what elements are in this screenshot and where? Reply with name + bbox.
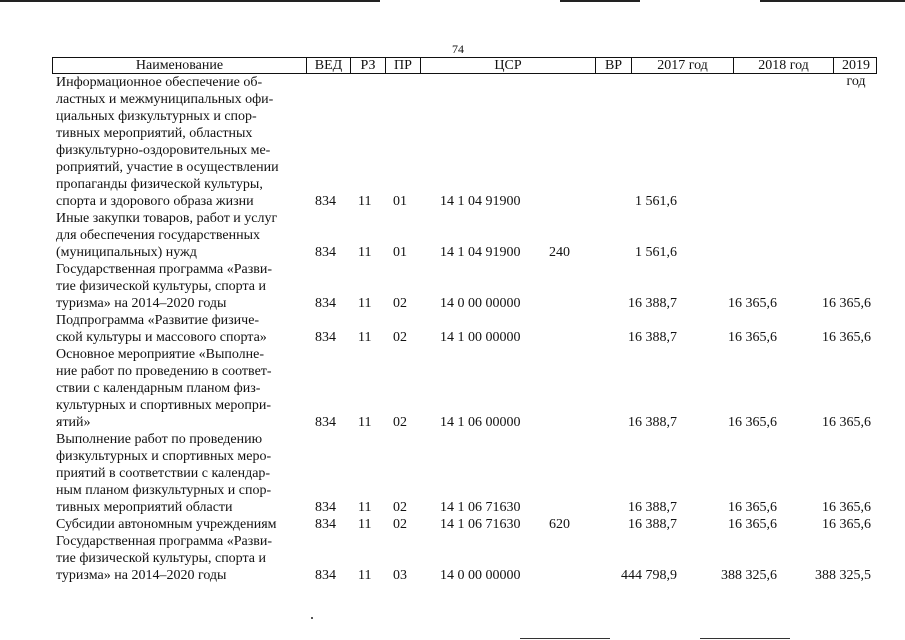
cell-rz: 11	[358, 500, 372, 515]
row-name-line: тивных мероприятий области	[56, 500, 233, 515]
cell-pr: 02	[393, 296, 407, 311]
cell-y2017: 16 388,7	[628, 500, 677, 515]
cell-y2018: 16 365,6	[728, 500, 777, 515]
row-name-line: туризма» на 2014–2020 годы	[56, 296, 227, 311]
cell-y2018: 16 365,6	[728, 415, 777, 430]
scan-speck	[311, 617, 313, 619]
cell-ved: 834	[315, 568, 336, 583]
header-vr: ВР	[595, 58, 631, 73]
cell-pr: 02	[393, 500, 407, 515]
row-name-line: ластных и межмуниципальных офи-	[56, 92, 274, 107]
cell-csr: 14 1 04 91900	[440, 194, 521, 209]
cell-y2019: 16 365,6	[822, 330, 871, 345]
table-row	[52, 533, 877, 584]
cell-ved: 834	[315, 517, 336, 532]
row-name	[52, 261, 297, 312]
header-rz: РЗ	[350, 58, 385, 73]
cell-ved: 834	[315, 296, 336, 311]
row-name	[52, 346, 297, 431]
row-name-line: (муниципальных) нужд	[56, 245, 197, 260]
row-name-line: циальных физкультурных и спор-	[56, 109, 257, 124]
row-name	[52, 533, 297, 584]
row-name-line: роприятий, участие в осуществлении	[56, 160, 279, 175]
row-name-line: тие физической культуры, спорта и	[56, 279, 266, 294]
cell-rz: 11	[358, 296, 372, 311]
table-row	[52, 261, 877, 312]
header-name: Наименование	[135, 58, 224, 73]
row-name-line: Государственная программа «Разви-	[56, 534, 272, 549]
row-name-line: туризма» на 2014–2020 годы	[56, 568, 227, 583]
cell-y2017: 1 561,6	[635, 194, 677, 209]
row-name-line: ятий»	[56, 415, 91, 430]
cell-pr: 02	[393, 415, 407, 430]
row-name-line: Государственная программа «Разви-	[56, 262, 272, 277]
row-name-line: тие физической культуры, спорта и	[56, 551, 266, 566]
row-name	[52, 74, 297, 210]
cell-vr: 620	[549, 517, 570, 532]
cell-rz: 11	[358, 568, 372, 583]
cell-y2018: 388 325,6	[721, 568, 777, 583]
header-2017: 2017 год	[631, 58, 733, 73]
row-name-line: ным планом физкультурных и спор-	[56, 483, 272, 498]
cell-ved: 834	[315, 194, 336, 209]
row-name-line: культурных и спортивных меропри-	[56, 398, 272, 413]
cell-ved: 834	[315, 245, 336, 260]
cell-csr: 14 1 06 00000	[440, 415, 521, 430]
row-name-line: пропаганды физической культуры,	[56, 177, 263, 192]
cell-y2017: 1 561,6	[635, 245, 677, 260]
cell-y2017: 444 798,9	[621, 568, 677, 583]
header-2018: 2018 год	[733, 58, 833, 73]
cell-y2019: 16 365,6	[822, 415, 871, 430]
cell-rz: 11	[358, 330, 372, 345]
row-name-line: Подпрограмма «Развитие физиче-	[56, 313, 260, 328]
row-name-line: физкультурно-оздоровительных ме-	[56, 143, 271, 158]
cell-ved: 834	[315, 500, 336, 515]
row-name	[52, 210, 297, 261]
cell-y2019: 16 365,6	[822, 500, 871, 515]
cell-ved: 834	[315, 415, 336, 430]
cell-y2017: 16 388,7	[628, 330, 677, 345]
cell-pr: 03	[393, 568, 407, 583]
table-row	[52, 516, 877, 533]
row-name-line: приятий в соответствии с календар-	[56, 466, 271, 481]
row-name-line: Информационное обеспечение об-	[56, 75, 263, 90]
header-2019: 2019 год	[833, 58, 878, 73]
cell-y2018: 16 365,6	[728, 330, 777, 345]
cell-pr: 02	[393, 330, 407, 345]
cell-pr: 01	[393, 194, 407, 209]
table-row	[52, 346, 877, 431]
cell-ved: 834	[315, 330, 336, 345]
cell-rz: 11	[358, 245, 372, 260]
row-name	[52, 431, 297, 516]
row-name-line: Иные закупки товаров, работ и услуг	[56, 211, 278, 226]
row-name-line: ствии с календарным планом физ-	[56, 381, 261, 396]
cell-y2017: 16 388,7	[628, 296, 677, 311]
row-name-line: спорта и здорового образа жизни	[56, 194, 254, 209]
table-row	[52, 431, 877, 516]
cell-rz: 11	[358, 194, 372, 209]
row-name-line: ской культуры и массового спорта»	[56, 330, 267, 345]
cell-csr: 14 1 06 71630	[440, 517, 521, 532]
row-name	[52, 516, 297, 533]
table-row	[52, 210, 877, 261]
cell-y2017: 16 388,7	[628, 415, 677, 430]
budget-table	[52, 57, 877, 584]
header-pr: ПР	[385, 58, 420, 73]
cell-csr: 14 1 04 91900	[440, 245, 521, 260]
cell-rz: 11	[358, 415, 372, 430]
cell-y2019: 16 365,6	[822, 517, 871, 532]
cell-csr: 14 1 06 71630	[440, 500, 521, 515]
cell-rz: 11	[358, 517, 372, 532]
row-name-line: Основное мероприятие «Выполне-	[56, 347, 265, 362]
cell-csr: 14 0 00 00000	[440, 296, 521, 311]
cell-y2019: 388 325,5	[815, 568, 871, 583]
table-row	[52, 74, 877, 210]
table-body	[52, 74, 877, 584]
cell-y2019: 16 365,6	[822, 296, 871, 311]
page-number: 74	[452, 42, 464, 56]
row-name-line: Выполнение работ по проведению	[56, 432, 263, 447]
row-name-line: тивных мероприятий, областных	[56, 126, 253, 141]
cell-pr: 02	[393, 517, 407, 532]
header-csr: ЦСР	[420, 58, 595, 73]
row-name-line: Субсидии автономным учреждениям	[56, 517, 277, 532]
row-name-line: ние работ по проведению в соответ-	[56, 364, 272, 379]
header-ved: ВЕД	[306, 58, 350, 73]
cell-y2018: 16 365,6	[728, 296, 777, 311]
cell-csr: 14 1 00 00000	[440, 330, 521, 345]
cell-vr: 240	[549, 245, 570, 260]
row-name-line: для обеспечения государственных	[56, 228, 260, 243]
cell-pr: 01	[393, 245, 407, 260]
table-row	[52, 312, 877, 346]
cell-y2017: 16 388,7	[628, 517, 677, 532]
row-name	[52, 312, 297, 346]
row-name-line: физкультурных и спортивных меро-	[56, 449, 272, 464]
cell-csr: 14 0 00 00000	[440, 568, 521, 583]
scan-top-edge	[0, 0, 905, 3]
cell-y2018: 16 365,6	[728, 517, 777, 532]
